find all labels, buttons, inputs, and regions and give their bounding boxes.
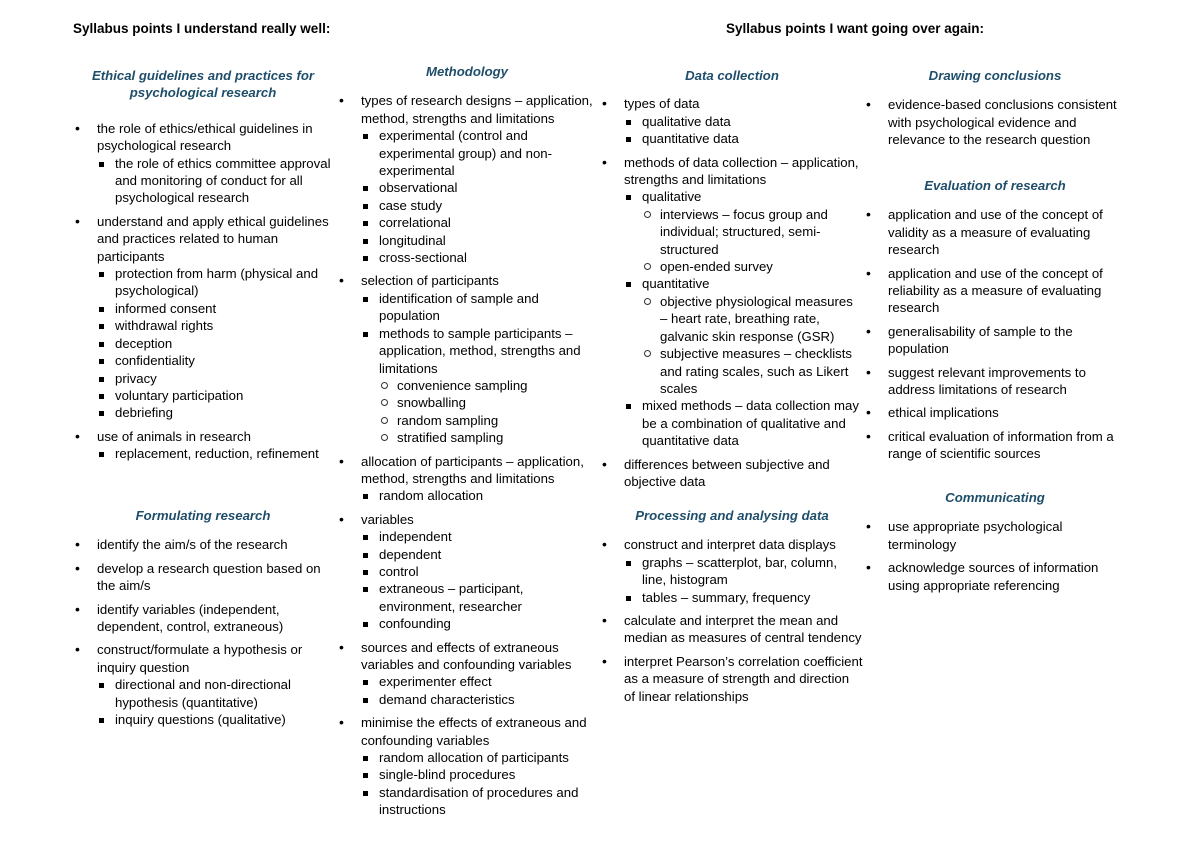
list-subitem: confidentiality xyxy=(97,352,332,369)
list-subitem: observational xyxy=(361,179,596,196)
list-item: • identify the aim/s of the research xyxy=(74,536,332,553)
list-item: • use appropriate psychological terminology xyxy=(865,518,1125,553)
list-subitem: the role of ethics committee approval and monitoring of conduct for all psychological research xyxy=(97,155,332,207)
list-subitem: voluntary participation xyxy=(97,387,332,404)
list-subitem: random allocation xyxy=(361,487,596,504)
list-subsubitem: convenience sampling xyxy=(379,377,596,394)
list-subitem: correlational xyxy=(361,214,596,231)
list-subitem: single-blind procedures xyxy=(361,766,596,783)
list-subitem: replacement, reduction, refinement xyxy=(97,445,332,462)
list-subsubitem: snowballing xyxy=(379,394,596,411)
list-subsubitem: objective physiological measures – heart rate, breathing rate, galvanic skin response (GSR) xyxy=(642,293,863,345)
list-subitem: case study xyxy=(361,197,596,214)
list-subitem: control xyxy=(361,563,596,580)
list-item: • ethical implications xyxy=(865,404,1125,421)
column-3 xyxy=(601,67,863,490)
formulating-list xyxy=(74,536,332,728)
list-item: • types of research designs – application, method, strengths and limitations experimental (control and experimental group) and non-experimental observational case study correlational longitudinal cross-sectional xyxy=(338,92,596,266)
evaluation-list xyxy=(865,206,1125,462)
list-item: • selection of participants identification of sample and population methods to sample participants – application, method, strengths and limitations convenience sampling snowballing random sampling stratified sampling xyxy=(338,272,596,446)
list-item: • use of animals in research replacement, reduction, refinement xyxy=(74,428,332,463)
list-item: • construct/formulate a hypothesis or inquiry question directional and non-directional hypothesis (quantitative) inquiry questions (qualitative) xyxy=(74,641,332,728)
list-item: • develop a research question based on the aim/s xyxy=(74,560,332,595)
list-item: • differences between subjective and objective data xyxy=(601,456,863,491)
list-item: • construct and interpret data displays graphs – scatterplot, bar, column, line, histogram tables – summary, frequency xyxy=(601,536,863,606)
list-item: • calculate and interpret the mean and median as measures of central tendency xyxy=(601,612,863,647)
list-subitem: withdrawal rights xyxy=(97,317,332,334)
list-subitem: debriefing xyxy=(97,404,332,421)
list-subitem: deception xyxy=(97,335,332,352)
list-subitem: informed consent xyxy=(97,300,332,317)
data-collection-list xyxy=(601,95,863,490)
list-subitem: directional and non-directional hypothesis (quantitative) xyxy=(97,676,332,711)
section-title-data-collection: Data collection xyxy=(685,68,779,83)
list-item: • acknowledge sources of information using appropriate referencing xyxy=(865,559,1125,594)
column-4-communicating xyxy=(865,489,1125,594)
list-item: • minimise the effects of extraneous and confounding variables random allocation of participants single-blind procedures standardisation of procedures and instructions xyxy=(338,714,596,818)
list-subitem: mixed methods – data collection may be a combination of qualitative and quantitative data xyxy=(624,397,863,449)
list-subitem: qualitative interviews – focus group and individual; structured, semi-structured open-ended survey xyxy=(624,188,863,275)
list-subitem: extraneous – participant, environment, researcher xyxy=(361,580,596,615)
list-subitem: demand characteristics xyxy=(361,691,596,708)
ethics-list xyxy=(74,120,332,463)
list-subsubitem: random sampling xyxy=(379,412,596,429)
list-item: • types of data qualitative data quantitative data xyxy=(601,95,863,147)
right-heading: Syllabus points I want going over again: xyxy=(726,21,985,36)
list-item: • methods of data collection – application, strengths and limitations qualitative interviews – focus group and individual; structured, semi-structured open-ended survey quantitative objective physiological measures – heart rate, breathing rate, galvanic skin response (GSR) subjective measures – checklists and rating scales, such as Likert scales mixed methods – data collection may be a combination of qualitative and quantitative data xyxy=(601,154,863,450)
column-1-lower xyxy=(74,507,332,728)
list-subitem: standardisation of procedures and instructions xyxy=(361,784,596,819)
list-subsubitem: subjective measures – checklists and rating scales, such as Likert scales xyxy=(642,345,863,397)
list-subitem: cross-sectional xyxy=(361,249,596,266)
list-item: • understand and apply ethical guidelines and practices related to human participants protection from harm (physical and psychological) informed consent withdrawal rights deception confidentiality privacy voluntary participation debriefing xyxy=(74,213,332,422)
section-title-ethics: Ethical guidelines and practices for psychological research xyxy=(91,68,315,101)
list-item: • allocation of participants – application, method, strengths and limitations random allocation xyxy=(338,453,596,505)
list-item: • generalisability of sample to the population xyxy=(865,323,1125,358)
section-title-conclusions: Drawing conclusions xyxy=(928,68,1062,83)
list-subitem: experimental (control and experimental group) and non-experimental xyxy=(361,127,596,179)
list-subitem: protection from harm (physical and psychological) xyxy=(97,265,332,300)
list-subitem: tables – summary, frequency xyxy=(624,589,863,606)
list-item: • sources and effects of extraneous variables and confounding variables experimenter effect demand characteristics xyxy=(338,639,596,709)
list-subitem: inquiry questions (qualitative) xyxy=(97,711,332,728)
methodology-list xyxy=(338,92,596,818)
list-subsubitem: open-ended survey xyxy=(642,258,863,275)
list-item: • application and use of the concept of validity as a measure of evaluating research xyxy=(865,206,1125,258)
column-1 xyxy=(74,67,332,463)
list-subitem: longitudinal xyxy=(361,232,596,249)
list-subitem: experimenter effect xyxy=(361,673,596,690)
list-subitem: quantitative objective physiological measures – heart rate, breathing rate, galvanic skin response (GSR) subjective measures – checklists and rating scales, such as Likert scales xyxy=(624,275,863,397)
list-subitem: privacy xyxy=(97,370,332,387)
list-subitem: random allocation of participants xyxy=(361,749,596,766)
list-subsubitem: interviews – focus group and individual; structured, semi-structured xyxy=(642,206,863,258)
section-title-processing: Processing and analysing data xyxy=(635,508,829,523)
list-subitem: graphs – scatterplot, bar, column, line, histogram xyxy=(624,554,863,589)
list-subsubitem: stratified sampling xyxy=(379,429,596,446)
processing-list xyxy=(601,536,863,705)
list-subitem: dependent xyxy=(361,546,596,563)
list-item: • application and use of the concept of reliability as a measure of evaluating research xyxy=(865,265,1125,317)
list-item: • variables independent dependent control extraneous – participant, environment, researcher confounding xyxy=(338,511,596,633)
list-subitem: quantitative data xyxy=(624,130,863,147)
list-subitem: methods to sample participants – application, method, strengths and limitations convenience sampling snowballing random sampling stratified sampling xyxy=(361,325,596,447)
column-2 xyxy=(338,63,596,819)
section-title-communicating: Communicating xyxy=(945,490,1045,505)
communicating-list xyxy=(865,518,1125,594)
list-subitem: qualitative data xyxy=(624,113,863,130)
section-title-evaluation: Evaluation of research xyxy=(924,178,1066,193)
list-subitem: identification of sample and population xyxy=(361,290,596,325)
list-item: • the role of ethics/ethical guidelines in psychological research the role of ethics committee approval and monitoring of conduct for all psychological research xyxy=(74,120,332,207)
section-title-formulating: Formulating research xyxy=(135,508,271,523)
list-subitem: confounding xyxy=(361,615,596,632)
column-4-evaluation xyxy=(865,177,1125,463)
column-4 xyxy=(865,67,1125,149)
section-title-methodology: Methodology xyxy=(425,64,509,79)
list-item: • suggest relevant improvements to address limitations of research xyxy=(865,364,1125,399)
column-3-lower xyxy=(601,507,863,705)
list-subitem: independent xyxy=(361,528,596,545)
list-item: • evidence-based conclusions consistent with psychological evidence and relevance to the research question xyxy=(865,96,1125,148)
list-item: • interpret Pearson’s correlation coefficient as a measure of strength and direction of linear relationships xyxy=(601,653,863,705)
list-item: • critical evaluation of information from a range of scientific sources xyxy=(865,428,1125,463)
list-item: • identify variables (independent, dependent, control, extraneous) xyxy=(74,601,332,636)
conclusions-list xyxy=(865,96,1125,148)
left-heading: Syllabus points I understand really well: xyxy=(73,21,331,36)
